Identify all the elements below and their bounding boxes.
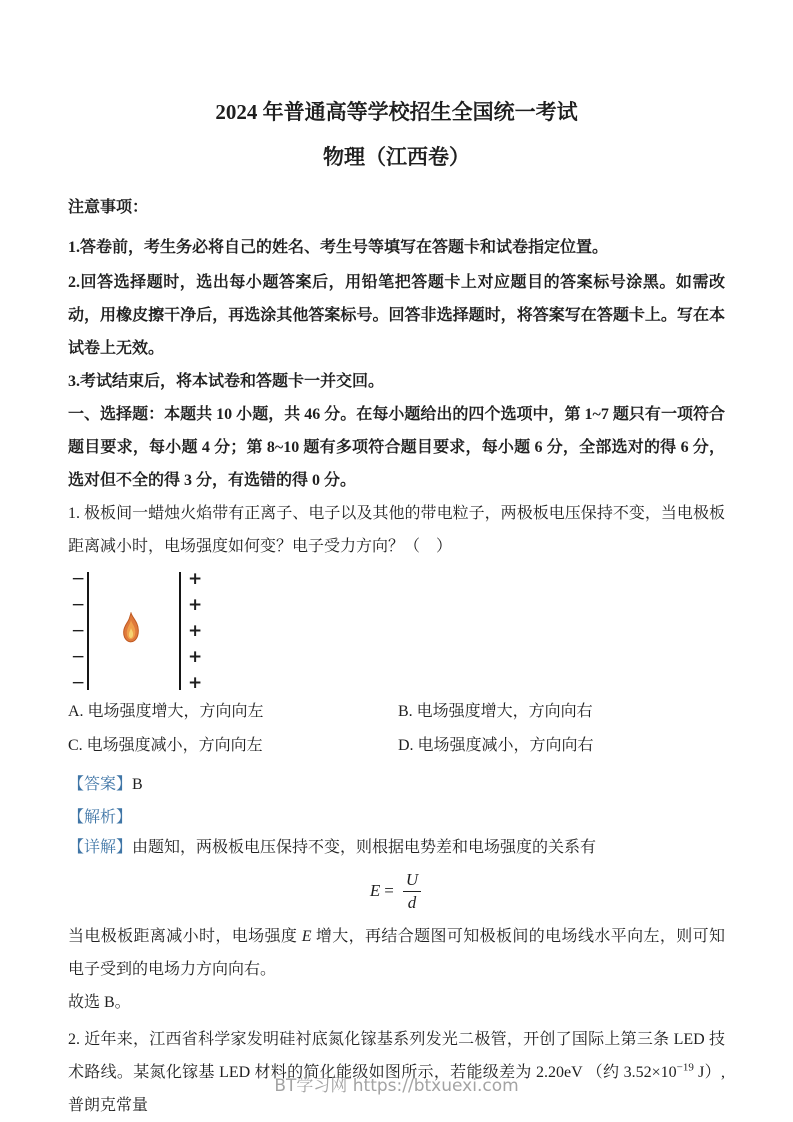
- question-1-figure: [68, 569, 298, 693]
- detail-variable-E: E: [301, 928, 312, 945]
- option-c: C. 电场强度减小，方向向左: [68, 737, 263, 754]
- option-d: D. 电场强度减小，方向向右: [398, 737, 594, 754]
- minus-sign: −: [71, 595, 86, 615]
- option-b: B. 电场强度增大，方向向右: [398, 703, 593, 720]
- minus-sign: −: [71, 569, 86, 589]
- question-2-text-part2: J）,普朗克常量: [68, 1064, 725, 1114]
- notice-heading: 注意事项：: [68, 199, 149, 216]
- question-1-text: 1. 极板间一蜡烛火焰带有正离子、电子以及其他的带电粒子，两极板电压保持不变，当电极板距离减小时，电场强度如何变？电子受力方向？（ ）: [68, 505, 725, 555]
- detail-intro: 由题知，两极板电压保持不变，则根据电势差和电场强度的关系有: [132, 839, 597, 856]
- detail-line: [68, 833, 725, 863]
- question-2-text-part1: 2. 近年来，江西省科学家发明硅衬底氮化镓基系列发光二极管，开创了国际上第三条 LED 技术路线。某氮化镓基 LED 材料的简化能级如图所示，若能级差为 2.20eV （约 3.52×10: [68, 1031, 725, 1081]
- detail-text-1: 当电极板距离减小时，电场强度: [68, 928, 302, 945]
- right-plate-line: [179, 572, 181, 690]
- question-2-exponent: −19: [676, 1061, 694, 1074]
- plus-sign: +: [188, 569, 203, 589]
- plus-sign: +: [188, 595, 203, 615]
- formula-denominator: d: [403, 891, 422, 914]
- formula-numerator: U: [405, 869, 419, 889]
- detail-paragraph: [68, 920, 725, 986]
- detail-text-2: 增大，再结合题图可知极板间的电场线水平向左，则可知电子受到的电场力方向向右。: [68, 928, 725, 978]
- notice-item-3: 3.考试结束后，将本试卷和答题卡一并交回。: [68, 373, 385, 390]
- answer-value: B: [132, 776, 143, 793]
- exam-title: 2024 年普通高等学校招生全国统一考试: [215, 100, 578, 124]
- watermark-footer: BT学习网 https://btxuexi.com: [274, 1076, 519, 1096]
- plus-sign: +: [188, 647, 203, 667]
- candle-flame-icon: [120, 612, 142, 646]
- positive-plate-signs: [188, 569, 203, 693]
- answer-line: [68, 770, 725, 800]
- minus-sign: −: [71, 621, 86, 641]
- notice-item-1: 1.答卷前，考生务必将自己的姓名、考生号等填写在答题卡和试卷指定位置。: [68, 239, 609, 256]
- answer-tag: 【答案】: [68, 776, 133, 793]
- plus-sign: +: [188, 621, 203, 641]
- minus-sign: −: [71, 647, 86, 667]
- notice-item-2: 2.回答选择题时，选出每小题答案后，用铅笔把答题卡上对应题目的答案标号涂黑。如需改动，用橡皮擦干净后，再选涂其他答案标号。回答非选择题时，将答案写在答题卡上。写在本试卷上无效。: [68, 274, 725, 357]
- analysis-line: [68, 803, 725, 833]
- analysis-tag: 【解析】: [68, 809, 133, 826]
- exam-subject-title: 物理（江西卷）: [323, 145, 470, 169]
- formula-lhs: E: [369, 881, 381, 900]
- plus-sign: +: [188, 673, 203, 693]
- left-plate-line: [87, 572, 89, 690]
- formula-E-equals-U-over-d: [68, 865, 725, 917]
- formula-equals: =: [384, 881, 394, 900]
- negative-plate-signs: [71, 569, 86, 693]
- minus-sign: −: [71, 673, 86, 693]
- option-a: A. 电场强度增大，方向向左: [68, 703, 264, 720]
- detail-tag: 【详解】: [68, 839, 133, 856]
- formula-fraction: [401, 869, 423, 914]
- question-1-options: [68, 695, 725, 763]
- conclusion-line: 故选 B。: [68, 994, 131, 1011]
- section-header: 一、选择题：本题共 10 小题，共 46 分。在每小题给出的四个选项中，第 1~7 题只有一项符合题目要求，每小题 4 分；第 8~10 题有多项符合题目要求，每小题 6 分，全部选对的得 6 分，选对但不全的得 3 分，有选错的得 0 分。: [68, 406, 725, 489]
